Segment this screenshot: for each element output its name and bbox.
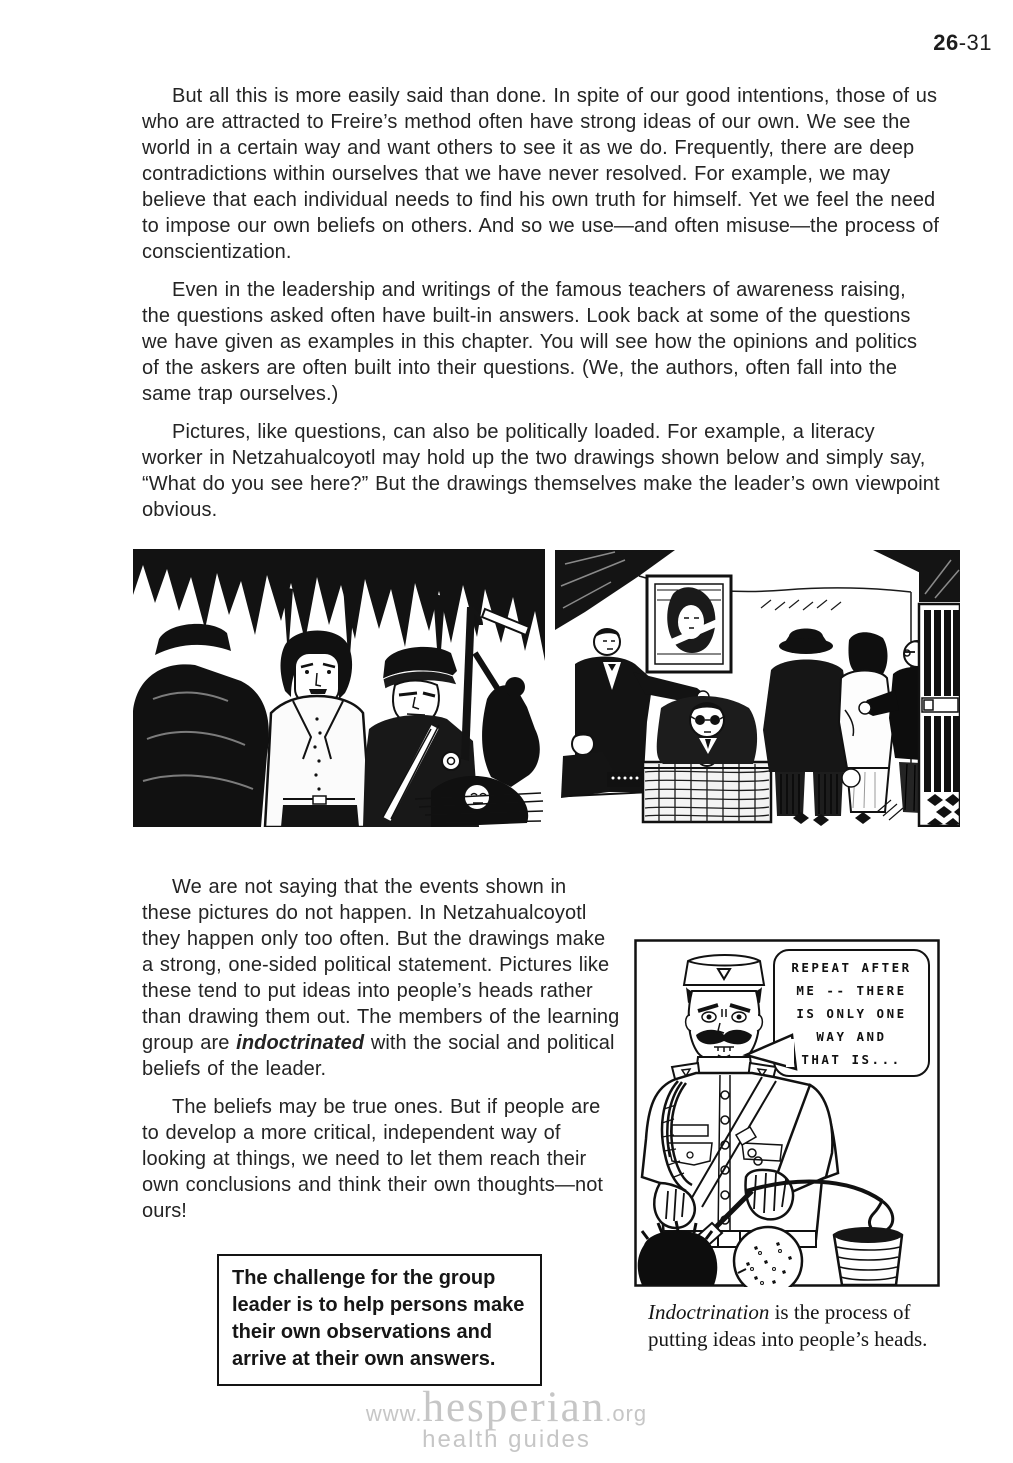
arrest-scene-illustration <box>133 549 545 827</box>
hesperian-watermark <box>0 1383 1013 1454</box>
speech-line: ME -- THERE <box>796 982 907 998</box>
two-drawings-row <box>133 549 960 827</box>
chapter-number: 26 <box>933 30 959 55</box>
paragraph-pictures: Pictures, like questions, can also be politically loaded. For example, a literacy worker in Netzahualcoyotl may hold up the two drawings shown below and simply say, “What do you see here?” But the drawings themselves make the leader’s own viewpoint obvious. <box>142 421 940 521</box>
hesperian-url <box>0 1383 1013 1432</box>
paragraph-leadership: Even in the leadership and writings of the famous teachers of awareness raising, the questions asked often have built-in answers. Look back at some of the questions we have given as examples in this chapter. You will see how the opinions and politics of the askers are often built into their questions. (We, the authors, often fall into the same trap ourselves.) <box>142 279 918 405</box>
p4-before: We are not saying that the events shown in these pictures do not happen. In Netzahualcoyotl they happen only too often. But the drawings make a strong, one-sided political statement. Pictures like these tend to put ideas into people’s heads rather than drawing them out. The members of the learning group are <box>142 876 620 1054</box>
interrogation-scene-illustration <box>555 549 960 827</box>
hesperian-brand: hesperian <box>422 1384 606 1431</box>
url-org: .org <box>605 1401 648 1426</box>
wrap-section <box>142 874 940 1386</box>
indoctrination-figure <box>634 939 940 1353</box>
hesperian-tagline: health guides <box>422 1426 591 1453</box>
p4-after: with the social and political beliefs of the leader. <box>142 1032 615 1080</box>
caption-emphasis: Indoctrination <box>648 1300 770 1324</box>
speech-bubble-tail <box>742 1029 802 1079</box>
page-number <box>933 30 992 56</box>
paragraph-beliefs: The beliefs may be true ones. But if people are to develop a more critical, independent way of looking at things, we need to let them reach their own conclusions and think their own thoughts—not ours! <box>142 1096 604 1222</box>
speech-line: REPEAT AFTER <box>791 959 912 975</box>
page-number-rest: -31 <box>958 30 992 55</box>
speech-line: WAY AND <box>816 1028 887 1044</box>
challenge-box: The challenge for the group leader is to help persons make their own observations and arrive at their own answers. <box>217 1254 542 1386</box>
speech-line: IS ONLY ONE <box>796 1005 907 1021</box>
p4-emphasis: indoctrinated <box>236 1032 365 1054</box>
url-www: www. <box>365 1401 423 1426</box>
text-column <box>142 83 940 1386</box>
caption-rest: is the process of putting ideas into people’s heads. <box>648 1300 928 1351</box>
indoctrination-caption <box>634 1299 930 1353</box>
paragraph-intentions: But all this is more easily said than done. In spite of our good intentions, those of us who are attracted to Freire’s method often have strong ideas of our own. We see the world in a certain way and want others to see it as we do. Frequently, there are deep contradictions within ourselves that we have never resolved. For example, we may believe that each individual needs to find his own truth for himself. Yet we feel the need to impose our own beliefs on others. And so we use—and often misuse—the process of conscientization. <box>142 85 940 263</box>
speech-line: THAT IS... <box>801 1051 902 1067</box>
